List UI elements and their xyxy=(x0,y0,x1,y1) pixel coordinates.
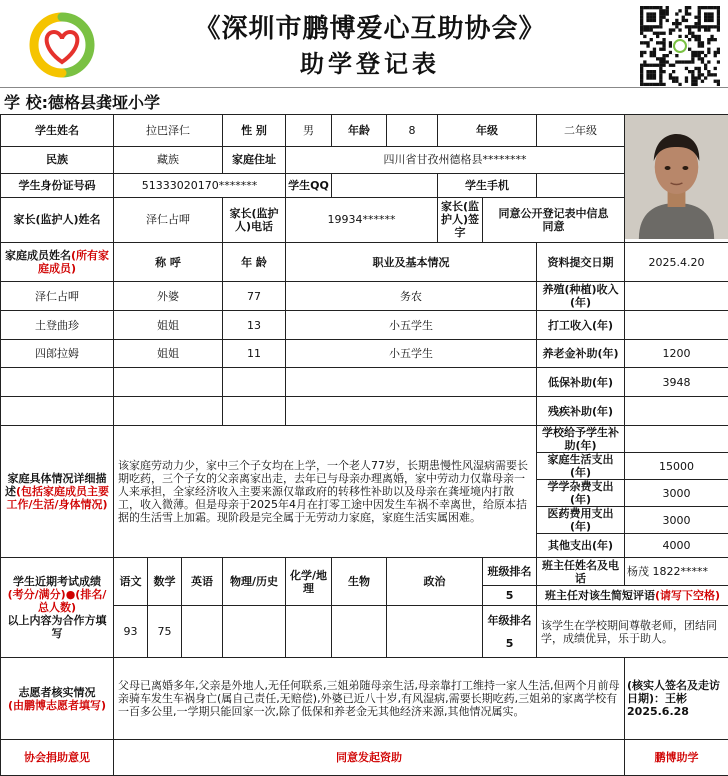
family-members-label: 家庭成员姓名(所有家庭成员) xyxy=(1,243,114,282)
consent-cell xyxy=(483,197,625,242)
teacher-value: 杨茂 1822***** xyxy=(625,558,728,586)
subject-header: 语文 xyxy=(114,558,148,606)
member-job: 小五学生 xyxy=(286,340,537,368)
subject-header: 数学 xyxy=(148,558,182,606)
grade-rank-cell xyxy=(483,606,537,658)
medical-expense-value: 3000 xyxy=(625,507,728,534)
gender-value: 男 xyxy=(286,115,332,147)
score-value xyxy=(223,606,286,658)
member-relation: 外婆 xyxy=(114,282,223,311)
member-name-empty xyxy=(1,397,114,426)
donation-opinion-value: 同意发起资助 xyxy=(114,740,625,776)
member-name: 四郎拉姆 xyxy=(1,340,114,368)
verifier-signature: (核实人签名及走访日期)：王彬 2025.6.28 xyxy=(625,658,728,740)
class-rank-value: 5 xyxy=(483,586,537,606)
registration-form-table xyxy=(0,114,728,776)
guardian-name-label: 家长(监护人)姓名 xyxy=(1,197,114,242)
subject-header: 物理/历史 xyxy=(223,558,286,606)
tuition-expense-label: 学学杂费支出(年) xyxy=(537,480,625,507)
header-divider xyxy=(0,87,728,88)
member-relation-empty xyxy=(114,368,223,397)
form-header xyxy=(0,0,728,88)
teacher-comment-label: 班主任对该生简短评语(请写下空格) xyxy=(537,586,728,606)
page-subtitle: 助学登记表 xyxy=(300,49,440,78)
student-qq-value xyxy=(332,173,438,197)
org-signature: 鹏博助学 xyxy=(625,740,728,776)
volunteer-check-label: 志愿者核实情况 (由鹏博志愿者填写) xyxy=(1,658,114,740)
disability-value xyxy=(625,397,728,426)
member-age-empty xyxy=(223,368,286,397)
member-job-empty xyxy=(286,397,537,426)
score-value xyxy=(182,606,223,658)
guardian-sign-label: 家长(监护人)签字 xyxy=(438,197,483,242)
score-value xyxy=(286,606,332,658)
dibao-value: 3948 xyxy=(625,368,728,397)
work-income-value xyxy=(625,311,728,340)
consent-label: 同意公开登记表中信息 xyxy=(498,206,609,220)
member-age: 77 xyxy=(223,282,286,311)
association-logo-icon xyxy=(20,4,104,86)
farm-income-label: 养殖(种植)收入(年) xyxy=(537,282,625,311)
grade-rank-value: 5 xyxy=(505,636,514,650)
qr-code-icon[interactable] xyxy=(640,6,720,86)
member-job: 小五学生 xyxy=(286,311,537,340)
class-rank-label: 班级排名 xyxy=(483,558,537,586)
consent-value: 同意 xyxy=(542,219,565,233)
relation-header: 称 呼 xyxy=(114,243,223,282)
school-aid-label: 学校给予学生补助(年) xyxy=(537,426,625,453)
member-job-empty xyxy=(286,368,537,397)
member-age: 11 xyxy=(223,340,286,368)
gender-label: 性 别 xyxy=(223,115,286,147)
page-title: 《深圳市鹏博爱心互助协会》 xyxy=(194,14,546,44)
score-value: 75 xyxy=(148,606,182,658)
score-value: 93 xyxy=(114,606,148,658)
guardian-phone-label: 家长(监护人)电话 xyxy=(223,197,286,242)
living-expense-value: 15000 xyxy=(625,453,728,480)
member-relation-empty xyxy=(114,397,223,426)
grade-label: 年级 xyxy=(438,115,537,147)
student-qq-label: 学生QQ xyxy=(286,173,332,197)
school-name: 学 校:德格县龚垭小学 xyxy=(4,93,160,112)
disability-label: 残疾补助(年) xyxy=(537,397,625,426)
pension-label: 养老金补助(年) xyxy=(537,340,625,368)
farm-income-value xyxy=(625,282,728,311)
teacher-comment-text: 该学生在学校期间尊敬老师，团结同学，成绩优异，乐于助人。 xyxy=(537,606,728,658)
volunteer-check-text: 父母已离婚多年,父亲是外地人,无任何联系,三姐弟随母亲生活,母亲靠打工维持一家人生活,但两个月前母亲骑车发生车祸身亡(属自己责任,无赔偿),外婆已近八十岁,有风湿病,需要长期吃药,三姐弟的家离学校有一百多公里,一学期只能回家一次,除了低保和养老金无其他经济来源,其他情况属实。 xyxy=(114,658,625,740)
donation-opinion-label: 协会捐助意见 xyxy=(1,740,114,776)
student-phone-value xyxy=(537,173,625,197)
age-value: 8 xyxy=(387,115,438,147)
submit-date-label: 资料提交日期 xyxy=(537,243,625,282)
grade-rank-label: 年级排名 xyxy=(487,613,532,627)
student-id-value: 51333020170******* xyxy=(114,173,286,197)
ethnicity-label: 民族 xyxy=(1,147,114,174)
guardian-phone-value: 19934****** xyxy=(286,197,438,242)
member-name: 泽仁占呷 xyxy=(1,282,114,311)
living-expense-label: 家庭生活支出(年) xyxy=(537,453,625,480)
age-label: 年龄 xyxy=(332,115,387,147)
member-age-header: 年 龄 xyxy=(223,243,286,282)
member-relation: 姐姐 xyxy=(114,340,223,368)
subject-header: 英语 xyxy=(182,558,223,606)
other-expense-value: 4000 xyxy=(625,534,728,558)
student-name-label: 学生姓名 xyxy=(1,115,114,147)
subject-header: 政治 xyxy=(387,558,483,606)
grade-value: 二年级 xyxy=(537,115,625,147)
student-photo xyxy=(625,115,728,243)
tuition-expense-value: 3000 xyxy=(625,480,728,507)
member-job: 务农 xyxy=(286,282,537,311)
address-value: 四川省甘孜州德格县******** xyxy=(286,147,625,174)
student-portrait-icon xyxy=(625,115,728,239)
member-age-empty xyxy=(223,397,286,426)
student-id-label: 学生身份证号码 xyxy=(1,173,114,197)
student-name-value: 拉巴泽仁 xyxy=(114,115,223,147)
member-age: 13 xyxy=(223,311,286,340)
pension-value: 1200 xyxy=(625,340,728,368)
member-name: 土登曲珍 xyxy=(1,311,114,340)
job-header: 职业及基本情况 xyxy=(286,243,537,282)
member-relation: 姐姐 xyxy=(114,311,223,340)
subject-header: 生物 xyxy=(332,558,387,606)
ethnicity-value: 藏族 xyxy=(114,147,223,174)
exam-scores-label: 学生近期考试成绩 (考分/满分)●(排名/总人数) 以上内容为合作方填写 xyxy=(1,558,114,658)
submit-date-value: 2025.4.20 xyxy=(625,243,728,282)
score-value xyxy=(332,606,387,658)
teacher-label: 班主任姓名及电话 xyxy=(537,558,625,586)
family-situation-label: 家庭具体情况详细描述(包括家庭成员主要工作/生活/身体情况) xyxy=(1,426,114,558)
family-situation-text: 该家庭劳动力少，家中三个子女均在上学，一个老人77岁，长期患慢性风湿病需要长期吃药，三个子女的父亲离家出走，去年已与母亲办理离婚，家中劳动力仅靠母亲一人来承担，全家经济收入主要来源仅靠政府的转移性补助以及母亲在龚垭境内打散工，收入微薄。但是母亲于2025年4月在打零工途中因发生车祸不幸离世，给原本拮据的生活雪上加霜。现阶段是完全属于无劳动力家庭，家庭生活实属困难。 xyxy=(114,426,537,558)
guardian-name-value: 泽仁占呷 xyxy=(114,197,223,242)
medical-expense-label: 医药费用支出(年) xyxy=(537,507,625,534)
subject-header: 化学/地理 xyxy=(286,558,332,606)
work-income-label: 打工收入(年) xyxy=(537,311,625,340)
student-phone-label: 学生手机 xyxy=(438,173,537,197)
dibao-label: 低保补助(年) xyxy=(537,368,625,397)
address-label: 家庭住址 xyxy=(223,147,286,174)
score-value xyxy=(387,606,483,658)
member-name-empty xyxy=(1,368,114,397)
other-expense-label: 其他支出(年) xyxy=(537,534,625,558)
school-aid-value xyxy=(625,426,728,453)
